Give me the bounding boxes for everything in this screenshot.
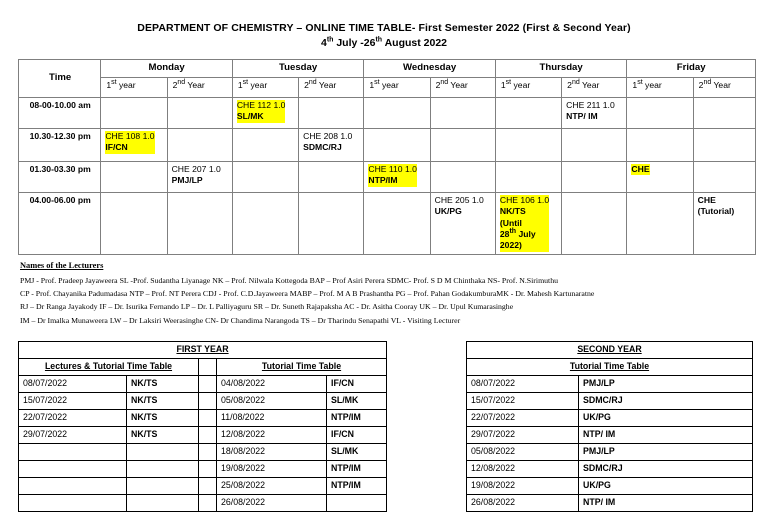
table-row [19, 97, 756, 128]
lecture-date: 29/07/2022 [19, 427, 127, 444]
yr-word: Year [579, 79, 600, 90]
course-code: CHE 211 1.0 [566, 99, 615, 110]
slot-thu-2nd[interactable] [562, 192, 627, 254]
slot-wed-2nd[interactable] [430, 161, 495, 192]
course-lecturers: CHE [631, 163, 650, 174]
time-slot-label: 01.30-03.30 pm [19, 161, 101, 192]
tutorial-date: 19/08/2022 [217, 461, 327, 478]
slot-mon-1st[interactable] [101, 128, 167, 161]
year-header-tuesday-second [299, 77, 364, 97]
course-lecturers: NK/TS [499, 206, 526, 217]
table-row [467, 410, 753, 427]
course-entry [435, 195, 484, 218]
tutorial-date: 26/08/2022 [467, 495, 579, 512]
yr-word: year [379, 79, 399, 90]
slot-fri-2nd[interactable] [693, 161, 755, 192]
course-lecturers: IF/CN [105, 142, 128, 153]
course-entry [237, 100, 286, 123]
slot-fri-2nd[interactable] [693, 128, 755, 161]
date-range-sup2: th [375, 36, 383, 44]
slot-mon-2nd[interactable] [167, 97, 232, 128]
table-row [467, 461, 753, 478]
tutorial-lecturer: PMJ/LP [579, 444, 753, 461]
lecture-lecturer [127, 461, 199, 478]
year-header-wednesday-first [364, 77, 430, 97]
first-year-table [18, 341, 387, 512]
table-row [19, 461, 387, 478]
course-lecturers: CHE [697, 194, 716, 205]
yr-sup: st [505, 79, 512, 87]
yr-word: year [642, 79, 662, 90]
course-code: CHE 207 1.0 [171, 163, 221, 174]
table-row [19, 161, 756, 192]
yr-num: 2 [567, 79, 572, 90]
course-entry [303, 131, 352, 154]
lecture-lecturer: NK/TS [127, 393, 199, 410]
day-header-friday: Friday [627, 60, 756, 78]
column-spacer [199, 376, 217, 393]
course-entry [105, 131, 154, 154]
column-spacer [199, 427, 217, 444]
course-entry [368, 164, 417, 187]
page-title [0, 22, 768, 35]
column-spacer [199, 410, 217, 427]
course-lecturers: SDMC/RJ [303, 142, 342, 153]
table-row [19, 393, 387, 410]
slot-thu-2nd[interactable] [562, 161, 627, 192]
slot-tue-1st[interactable] [232, 128, 298, 161]
slot-mon-2nd[interactable] [167, 161, 232, 192]
table-row [19, 410, 387, 427]
yr-sup: nd [571, 79, 580, 87]
lecture-lecturer [127, 444, 199, 461]
date-range-mid: July -26 [333, 37, 376, 50]
slot-fri-1st[interactable] [627, 192, 693, 254]
page-title-part2: First Semester 2022 (First & Second Year) [418, 22, 631, 34]
course-note-line2 [500, 229, 549, 240]
yr-word: year [116, 79, 136, 90]
lecture-lecturer [127, 495, 199, 512]
tutorial-date: 25/08/2022 [217, 478, 327, 495]
slot-thu-2nd[interactable] [562, 97, 627, 128]
tutorial-date: 11/08/2022 [217, 410, 327, 427]
slot-wed-2nd[interactable] [430, 97, 495, 128]
course-lecturers: NTP/IM [368, 175, 398, 186]
year-header-monday-second [167, 77, 232, 97]
course-lecturers: UK/PG [434, 206, 462, 217]
tutorial-lecturer [327, 495, 387, 512]
lecture-date [19, 461, 127, 478]
course-code: CHE 110 1.0 [368, 163, 417, 174]
tutorial-date: 26/08/2022 [217, 495, 327, 512]
slot-tue-2nd[interactable] [299, 192, 364, 254]
date-range-sup1: th [326, 36, 334, 44]
tutorial-lecturer: IF/CN [327, 427, 387, 444]
year-header-thursday-first [495, 77, 561, 97]
slot-wed-1st[interactable] [364, 192, 430, 254]
table-row [19, 427, 387, 444]
first-year-banner-row [19, 342, 387, 359]
tutorial-date: 12/08/2022 [217, 427, 327, 444]
yr-sup: st [637, 79, 643, 87]
slot-thu-1st[interactable] [495, 128, 561, 161]
lecture-date: 08/07/2022 [19, 376, 127, 393]
date-range-subtitle [0, 37, 768, 50]
course-code: CHE 108 1.0 [105, 130, 155, 141]
course-code: CHE 205 1.0 [434, 194, 484, 205]
table-row [467, 393, 753, 410]
lecture-date: 15/07/2022 [19, 393, 127, 410]
yr-word: year [248, 79, 268, 90]
yr-num: 2 [304, 79, 309, 90]
yr-num: 1 [106, 79, 112, 90]
yr-word: year [511, 79, 531, 90]
tutorial-lecturer: PMJ/LP [579, 376, 753, 393]
slot-mon-1st[interactable] [101, 161, 167, 192]
note-day: 28 [499, 228, 510, 239]
yr-sup: nd [177, 79, 186, 87]
table-row [467, 478, 753, 495]
lecturer-line-1: PMJ - Prof. Pradeep Jayaweera SL -Prof. Sudantha Liyanage NK – Prof. Nilwala Kottegoda BAP – Prof Asiri Perera SDMC- Prof. S D M Chinthaka NS- Prof. N.Sirimuthu [20, 275, 558, 285]
tutorial-date: 22/07/2022 [467, 410, 579, 427]
table-row [19, 444, 387, 461]
lecture-date [19, 495, 127, 512]
main-timetable-wrapper [18, 59, 756, 254]
tutorial-date: 04/08/2022 [217, 376, 327, 393]
yr-sup: nd [308, 79, 317, 87]
course-code: CHE 106 1.0 [499, 194, 550, 205]
slot-tue-1st[interactable] [232, 161, 298, 192]
table-row [19, 376, 387, 393]
slot-fri-1st[interactable] [627, 128, 693, 161]
tutorial-lecturer: NTP/IM [327, 410, 387, 427]
second-year-banner-row [467, 342, 753, 359]
column-spacer [199, 359, 217, 376]
table-row [19, 495, 387, 512]
table-row [467, 427, 753, 444]
lecture-lecturer: NK/TS [127, 410, 199, 427]
slot-fri-2nd[interactable] [693, 192, 755, 254]
column-spacer [199, 393, 217, 410]
time-slot-label: 10.30-12.30 pm [19, 128, 101, 161]
tutorial-date: 29/07/2022 [467, 427, 579, 444]
course-lecturers: NTP/ IM [566, 111, 598, 122]
yr-sup: nd [440, 79, 449, 87]
tutorial-date: 08/07/2022 [467, 376, 579, 393]
main-timetable [18, 59, 756, 254]
lecturer-line-4: IM – Dr Imalka Munaweera LW – Dr Laksiri Weerasinghe CN- Dr Chandima Narangoda TS – Dr Tharindu Senapathi VL - Visiting Lecturer [20, 315, 461, 325]
yr-word: Year [711, 79, 731, 90]
tutorial-lecturer: SDMC/RJ [579, 393, 753, 410]
yr-word: Year [448, 79, 468, 90]
tutorial-lecturer: UK/PG [579, 410, 753, 427]
tutorial-lecturer: IF/CN [327, 376, 387, 393]
slot-fri-2nd[interactable] [693, 97, 755, 128]
second-year-tutorials-header: Tutorial Time Table [467, 359, 753, 376]
first-year-table-wrapper [18, 341, 386, 512]
document-title-block [0, 0, 768, 50]
slot-tue-1st[interactable] [232, 97, 298, 128]
yr-num: 2 [172, 79, 178, 90]
slot-tue-2nd[interactable] [299, 128, 364, 161]
course-code: CHE 112 1.0 [236, 99, 286, 110]
yr-num: 1 [369, 79, 375, 90]
table-row [467, 376, 753, 393]
tutorial-lecturer: SDMC/RJ [579, 461, 753, 478]
slot-wed-2nd[interactable] [430, 192, 495, 254]
lecturers-section [20, 261, 756, 328]
course-note-line1: (Until [499, 217, 522, 228]
slot-mon-2nd[interactable] [167, 128, 232, 161]
table-row [19, 478, 387, 495]
column-spacer [199, 461, 217, 478]
timetable-body [19, 97, 756, 254]
column-spacer [199, 495, 217, 512]
tutorial-date: 05/08/2022 [467, 444, 579, 461]
tutorial-lecturer: NTP/ IM [579, 495, 753, 512]
yr-sup: nd [703, 79, 712, 87]
year-header-thursday-second [562, 77, 627, 97]
slot-wed-1st[interactable] [364, 97, 430, 128]
yr-sup: st [111, 79, 117, 87]
second-year-table [466, 341, 753, 512]
tutorial-lecturer: NTP/IM [327, 461, 387, 478]
lecture-lecturer: NK/TS [127, 427, 199, 444]
first-year-subheader-row [19, 359, 387, 376]
slot-mon-2nd[interactable] [167, 192, 232, 254]
course-entry [698, 195, 735, 218]
tutorial-date: 18/08/2022 [217, 444, 327, 461]
course-lecturers: SL/MK [236, 111, 264, 122]
year-header-tuesday-first [232, 77, 298, 97]
lecture-lecturer [127, 478, 199, 495]
yr-sup: st [242, 79, 249, 87]
yr-word: Year [316, 79, 337, 90]
date-range-day1: 4 [320, 37, 327, 50]
slot-fri-1st[interactable] [627, 97, 693, 128]
second-year-banner: SECOND YEAR [467, 342, 753, 359]
slot-wed-1st[interactable] [364, 161, 430, 192]
first-year-lectures-header: Lectures & Tutorial Time Table [19, 359, 199, 376]
year-header-friday-first [627, 77, 693, 97]
note-month: July [516, 228, 536, 239]
slot-fri-1st[interactable] [627, 161, 693, 192]
second-year-table-wrapper [466, 341, 752, 512]
timetable-day-header-row [19, 60, 756, 78]
note-sup: th [509, 228, 517, 236]
time-slot-label: 08-00-10.00 am [19, 97, 101, 128]
timetable-year-header-row [19, 77, 756, 97]
page-title-part1: DEPARTMENT OF CHEMISTRY – ONLINE TIME TABLE- [137, 22, 419, 34]
yr-word: Year [185, 79, 205, 90]
course-entry [631, 164, 649, 175]
course-note-line3: 2022) [499, 240, 522, 251]
day-header-monday: Monday [101, 60, 233, 78]
slot-tue-2nd[interactable] [299, 161, 364, 192]
second-year-subheader-row [467, 359, 753, 376]
course-entry [172, 164, 221, 187]
course-tutorial-label: (Tutorial) [697, 206, 735, 217]
slot-thu-1st[interactable] [495, 192, 561, 254]
yr-sup: st [374, 79, 380, 87]
slot-tue-2nd[interactable] [299, 97, 364, 128]
tutorial-date: 05/08/2022 [217, 393, 327, 410]
lecturer-line-3: RJ – Dr Ranga Jayakody IF – Dr. Isurika Fernando LP – Dr. L Palliyaguru SR – Dr. Suneth Rajapaksha AC - Dr. Asitha Cooray UK – Dr. Upul Kumarasinghe [20, 302, 514, 312]
lecture-date [19, 444, 127, 461]
tutorial-date: 19/08/2022 [467, 478, 579, 495]
tutorial-lecturer: UK/PG [579, 478, 753, 495]
slot-tue-1st[interactable] [232, 192, 298, 254]
time-slot-label: 04.00-06.00 pm [19, 192, 101, 254]
column-spacer [199, 444, 217, 461]
tutorial-lecturer: SL/MK [327, 444, 387, 461]
day-header-thursday: Thursday [495, 60, 627, 78]
lecturer-line-2: CP - Prof. Chayanika Padumadasa NTP – Prof. NT Perera CDJ - Prof. C.D.Jayaweera MABP – Prof. M A B Prashantha PG – Prof. Pahan GodakumburaMK - Dr. Mahesh Kartunaratne [20, 289, 595, 299]
year-header-friday-second [693, 77, 755, 97]
day-header-tuesday: Tuesday [232, 60, 364, 78]
first-year-banner: FIRST YEAR [19, 342, 387, 359]
date-range-post: August 2022 [382, 37, 448, 50]
year-header-wednesday-second [430, 77, 495, 97]
year-header-monday-first [101, 77, 167, 97]
yr-num: 1 [632, 79, 638, 90]
lecture-date [19, 478, 127, 495]
slot-mon-1st[interactable] [101, 192, 167, 254]
lecture-date: 22/07/2022 [19, 410, 127, 427]
time-column-header: Time [19, 60, 101, 98]
slot-thu-2nd[interactable] [562, 128, 627, 161]
lecture-lecturer: NK/TS [127, 376, 199, 393]
slot-thu-1st[interactable] [495, 161, 561, 192]
yr-num: 2 [698, 79, 704, 90]
course-code: CHE 208 1.0 [303, 130, 353, 141]
course-lecturers: PMJ/LP [171, 175, 203, 186]
tutorial-date: 15/07/2022 [467, 393, 579, 410]
tutorial-lecturer: NTP/ IM [579, 427, 753, 444]
course-entry [500, 195, 549, 252]
slot-thu-1st[interactable] [495, 97, 561, 128]
column-spacer [199, 478, 217, 495]
table-row [467, 444, 753, 461]
lecturers-heading: Names of the Lecturers [20, 260, 104, 270]
yr-num: 1 [500, 79, 506, 90]
slot-wed-2nd[interactable] [430, 128, 495, 161]
course-entry [566, 100, 615, 123]
day-header-wednesday: Wednesday [364, 60, 496, 78]
tutorial-lecturer: SL/MK [327, 393, 387, 410]
tutorial-date: 12/08/2022 [467, 461, 579, 478]
yr-num: 1 [237, 79, 243, 90]
table-row [467, 495, 753, 512]
first-year-tutorials-header: Tutorial Time Table [217, 359, 387, 376]
yr-num: 2 [435, 79, 441, 90]
table-row [19, 128, 756, 161]
tutorial-lecturer: NTP/IM [327, 478, 387, 495]
slot-wed-1st[interactable] [364, 128, 430, 161]
slot-mon-1st[interactable] [101, 97, 167, 128]
table-row [19, 192, 756, 254]
